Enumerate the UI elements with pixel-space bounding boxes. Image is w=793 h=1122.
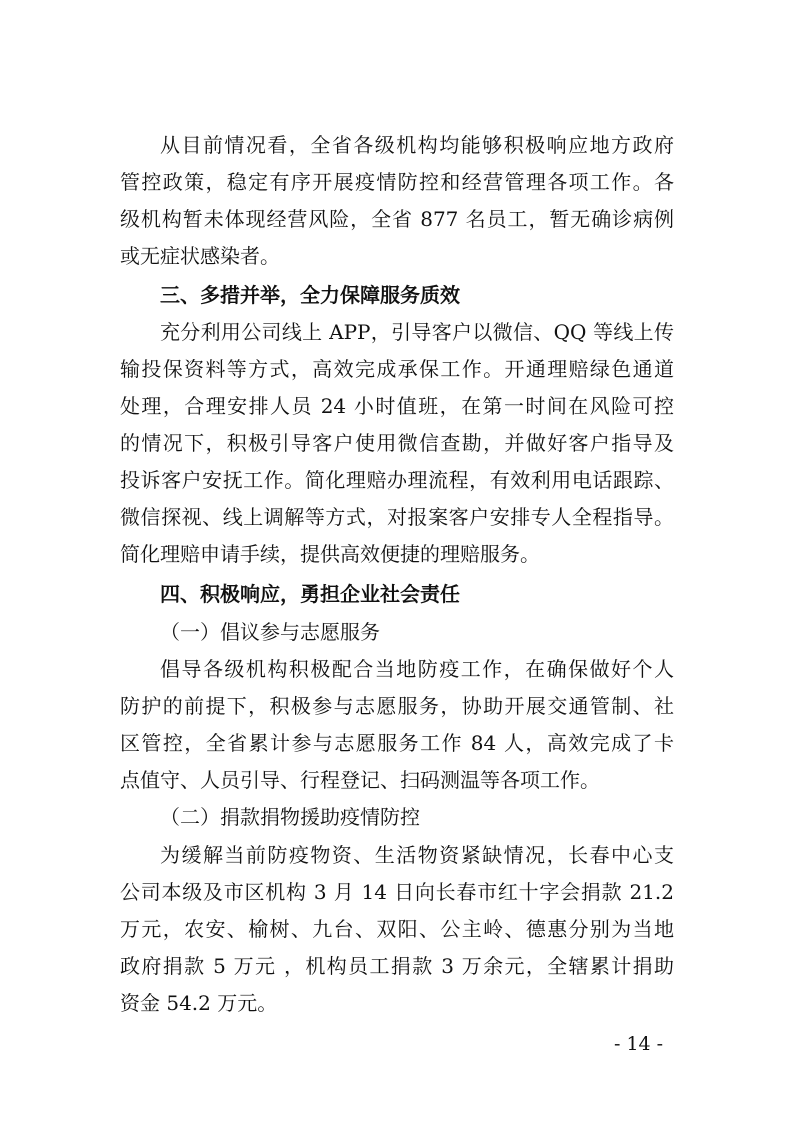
paragraph-4-line-1: 为缓解当前防疫物资、生活物资紧缺情况，长春中心支: [160, 843, 674, 867]
paragraph-1-line-1: 从目前情况看，全省各级机构均能够积极响应地方政府: [160, 133, 674, 157]
paragraph-2-line-2: 输投保资料等方式，高效完成承保工作。开通理赔绿色通道: [120, 357, 674, 381]
paragraph-4-line-5: 资金 54.2 万元。: [120, 991, 278, 1015]
paragraph-2-line-1: 充分利用公司线上 APP，引导客户以微信、QQ 等线上传: [160, 320, 674, 344]
paragraph-4-line-4: 政府捐款 5 万元 ，机构员工捐款 3 万余元，全辖累计捐助: [120, 954, 674, 978]
paragraph-2-line-3: 处理，合理安排人员 24 小时值班，在第一时间在风险可控: [120, 394, 674, 418]
paragraph-3-line-3: 区管控，全省累计参与志愿服务工作 84 人，高效完成了卡: [120, 731, 674, 755]
paragraph-3-line-1: 倡导各级机构积极配合当地防疫工作，在确保做好个人: [160, 657, 674, 681]
subsection-heading-2: （二）捐款捐物援助疫情防控: [160, 805, 420, 829]
paragraph-2-line-6: 微信探视、线上调解等方式，对报案客户安排专人全程指导。: [120, 505, 674, 529]
section-heading-4: 四、积极响应，勇担企业社会责任: [160, 582, 460, 606]
paragraph-3-line-4: 点值守、人员引导、行程登记、扫码测温等各项工作。: [120, 768, 600, 792]
paragraph-1-line-4: 或无症状感染者。: [120, 244, 280, 268]
subsection-heading-1: （一）倡议参与志愿服务: [160, 620, 380, 644]
paragraph-4-line-2: 公司本级及市区机构 3 月 14 日向长春市红十字会捐款 21.2: [120, 880, 674, 904]
section-heading-3: 三、多措并举，全力保障服务质效: [160, 283, 460, 307]
paragraph-1-line-3: 级机构暂未体现经营风险，全省 877 名员工，暂无确诊病例: [120, 207, 674, 231]
paragraph-2-line-5: 投诉客户安抚工作。简化理赔办理流程，有效利用电话跟踪、: [120, 468, 674, 492]
paragraph-1-line-2: 管控政策，稳定有序开展疫情防控和经营管理各项工作。各: [120, 170, 674, 194]
paragraph-2-line-7: 简化理赔申请手续，提供高效便捷的理赔服务。: [120, 542, 540, 566]
page-number: - 14 -: [614, 1033, 664, 1055]
paragraph-2-line-4: 的情况下，积极引导客户使用微信查勘，并做好客户指导及: [120, 431, 674, 455]
paragraph-3-line-2: 防护的前提下，积极参与志愿服务，协助开展交通管制、社: [120, 694, 674, 718]
paragraph-4-line-3: 万元，农安、榆树、九台、双阳、公主岭、德惠分别为当地: [120, 917, 674, 941]
